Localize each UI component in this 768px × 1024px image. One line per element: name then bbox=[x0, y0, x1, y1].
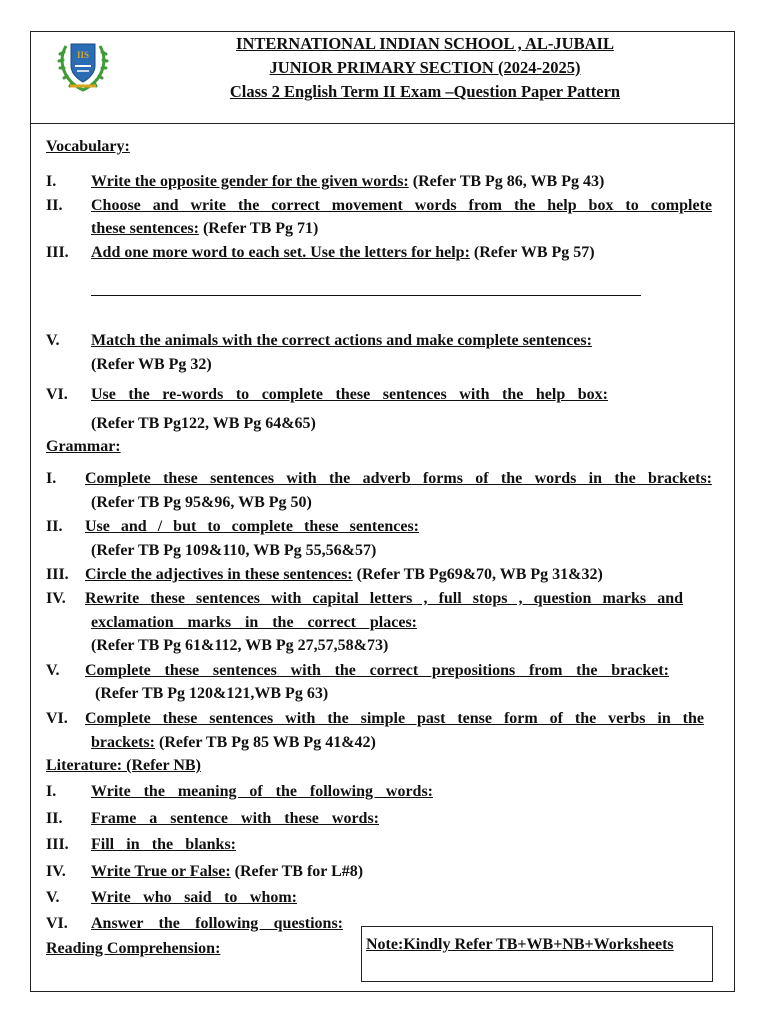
grammar-6-question-line2: brackets: bbox=[91, 734, 155, 751]
grammar-6-num: VI. bbox=[46, 710, 68, 727]
grammar-3 bbox=[85, 565, 603, 585]
vocab-3 bbox=[91, 243, 595, 263]
grammar-1-num: I. bbox=[46, 470, 57, 487]
vocab-1 bbox=[91, 172, 604, 192]
vocab-2-num: II. bbox=[46, 197, 63, 214]
vocab-2-line2 bbox=[91, 219, 318, 239]
grammar-4-ref: (Refer TB Pg 61&112, WB Pg 27,57,58&73) bbox=[91, 637, 389, 654]
vocab-2-ref: (Refer TB Pg 71) bbox=[198, 220, 319, 237]
grammar-5-question: Complete these sentences with the correct prepositions from the bracket: bbox=[85, 662, 669, 679]
grammar-2-ref: (Refer TB Pg 109&110, WB Pg 55,56&57) bbox=[91, 542, 377, 559]
section-title: JUNIOR PRIMARY SECTION (2024-2025) bbox=[269, 58, 581, 77]
note-box bbox=[361, 926, 713, 982]
grammar-2-question: Use and / but to complete these sentences: bbox=[85, 518, 419, 535]
lit-1-num: I. bbox=[46, 783, 57, 800]
vocabulary-heading: Vocabulary: bbox=[46, 138, 130, 155]
grammar-6-line2 bbox=[91, 733, 376, 753]
vocab-3-ref: (Refer WB Pg 57) bbox=[469, 244, 595, 261]
grammar-4-question-line2: exclamation marks in the correct places: bbox=[91, 614, 417, 631]
vocab-2-question-line1: Choose and write the correct movement words from the help box to complete bbox=[91, 197, 712, 214]
vocab-3-question: Add one more word to each set. Use the letters for help: bbox=[91, 244, 470, 261]
grammar-6-ref: (Refer TB Pg 85 WB Pg 41&42) bbox=[154, 734, 376, 751]
school-logo bbox=[56, 38, 110, 94]
vocab-6-question: Use the re-words to complete these sentences with the help box: bbox=[91, 386, 608, 403]
vocab-5-num: V. bbox=[46, 332, 60, 349]
vocab-1-num: I. bbox=[46, 173, 57, 190]
lit-5-num: V. bbox=[46, 889, 60, 906]
grammar-4-question-line1: Rewrite these sentences with capital letters , full stops , question marks and bbox=[85, 590, 683, 607]
svg-text:IIS: IIS bbox=[76, 50, 90, 60]
grammar-2-num: II. bbox=[46, 518, 63, 535]
reading-heading: Reading Comprehension: bbox=[46, 940, 221, 957]
lit-1-question: Write the meaning of the following words: bbox=[91, 783, 433, 800]
lit-2-question: Frame a sentence with these words: bbox=[91, 810, 379, 827]
lit-3-question: Fill in the blanks: bbox=[91, 836, 236, 853]
exam-title: Class 2 English Term II Exam –Question Paper Pattern bbox=[229, 82, 621, 101]
literature-heading: Literature: (Refer NB) bbox=[46, 757, 201, 774]
lit-2-num: II. bbox=[46, 810, 63, 827]
lit-6-num: VI. bbox=[46, 915, 68, 932]
school-name: INTERNATIONAL INDIAN SCHOOL , AL-JUBAIL bbox=[236, 34, 614, 53]
lit-4-num: IV. bbox=[46, 863, 66, 880]
lit-4-question: Write True or False: bbox=[91, 863, 231, 880]
lit-4-ref: (Refer TB for L#8) bbox=[230, 863, 364, 880]
grammar-5-num: V. bbox=[46, 662, 60, 679]
vocab-2-question-line2: these sentences: bbox=[91, 220, 199, 237]
lit-3-num: III. bbox=[46, 836, 69, 853]
header-divider bbox=[30, 123, 735, 124]
vocab-5-ref: (Refer WB Pg 32) bbox=[91, 356, 212, 373]
grammar-3-num: III. bbox=[46, 566, 69, 583]
vocab-1-ref: (Refer TB Pg 86, WB Pg 43) bbox=[408, 173, 605, 190]
grammar-3-question: Circle the adjectives in these sentences: bbox=[85, 566, 353, 583]
grammar-1-question: Complete these sentences with the adverb forms of the words in the brackets: bbox=[85, 470, 712, 487]
note-text: Note:Kindly Refer TB+WB+NB+Worksheets bbox=[366, 936, 674, 953]
grammar-heading: Grammar: bbox=[46, 438, 121, 455]
blank-line bbox=[91, 295, 641, 296]
lit-5-question: Write who said to whom: bbox=[91, 889, 297, 906]
lit-4 bbox=[91, 862, 363, 882]
lit-6-question: Answer the following questions: bbox=[91, 915, 343, 932]
vocab-1-question: Write the opposite gender for the given words: bbox=[91, 173, 409, 190]
grammar-6-question-line1: Complete these sentences with the simple past tense form of the verbs in the bbox=[85, 710, 704, 727]
grammar-1-ref: (Refer TB Pg 95&96, WB Pg 50) bbox=[91, 494, 312, 511]
grammar-3-ref: (Refer TB Pg69&70, WB Pg 31&32) bbox=[352, 566, 603, 583]
vocab-6-ref: (Refer TB Pg122, WB Pg 64&65) bbox=[91, 415, 316, 432]
grammar-5-ref: (Refer TB Pg 120&121,WB Pg 63) bbox=[95, 685, 329, 702]
grammar-4-num: IV. bbox=[46, 590, 66, 607]
vocab-6-num: VI. bbox=[46, 386, 68, 403]
vocab-5-question: Match the animals with the correct actions and make complete sentences: bbox=[91, 332, 592, 349]
vocab-3-num: III. bbox=[46, 244, 69, 261]
